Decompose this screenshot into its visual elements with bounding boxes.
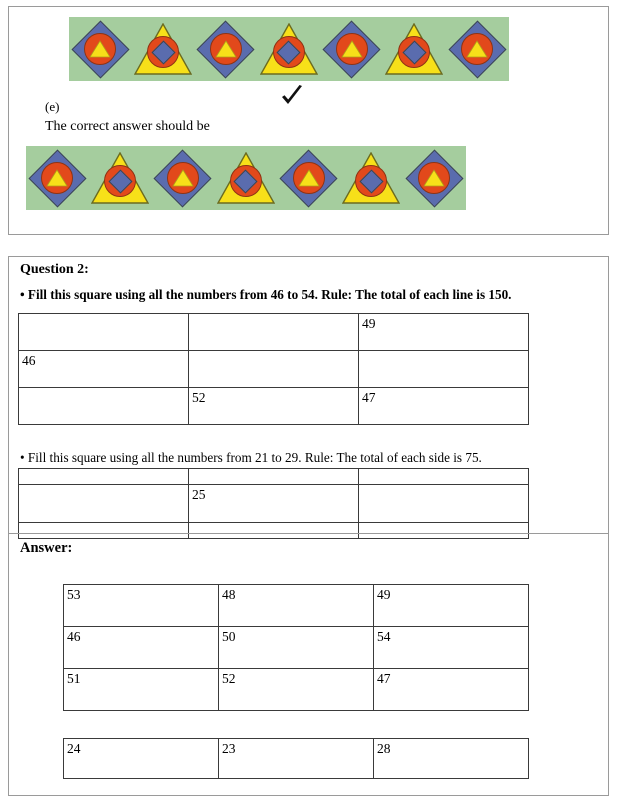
inner-triangle-icon	[466, 40, 488, 58]
inner-triangle-icon	[172, 169, 194, 187]
grid-cell-r1-c2[interactable]: 23	[219, 739, 374, 779]
pattern-shape-6	[340, 147, 403, 209]
inner-triangle-icon	[341, 40, 363, 58]
grid-cell-r1-c3[interactable]: 49	[359, 314, 529, 351]
grid-cell-r3-c3[interactable]	[359, 523, 529, 539]
grid-cell-r1-c2[interactable]	[189, 314, 359, 351]
grid-cell-r1-c1[interactable]	[19, 469, 189, 485]
grid-cell-r1-c1[interactable]: 24	[64, 739, 219, 779]
pattern-shape-7	[403, 147, 466, 209]
grid-cell-r3-c3[interactable]: 47	[359, 388, 529, 425]
magic-square-grid-21-29[interactable]	[18, 468, 529, 539]
pattern-shape-3	[152, 147, 215, 209]
top-panel	[8, 6, 609, 235]
answer-section-divider	[9, 533, 608, 534]
grid-row	[19, 485, 529, 523]
pattern-shape-1	[26, 147, 89, 209]
student-answer-pattern-strip	[69, 17, 509, 81]
question-2-bullet-2: • Fill this square using all the numbers from 21 to 29. Rule: The total of each side is 75.	[20, 450, 482, 465]
question-2-title: Question 2:	[20, 262, 89, 277]
grid-cell-r1-c2[interactable]	[189, 469, 359, 485]
grid-cell-r2-c1[interactable]: 46	[64, 627, 219, 669]
pattern-shape-4	[257, 18, 320, 80]
grid-cell-r2-c3[interactable]	[359, 351, 529, 388]
grid-cell-r2-c2[interactable]: 50	[219, 627, 374, 669]
grid-body	[64, 739, 529, 779]
question-2-bullet-1: • Fill this square using all the numbers from 46 to 54. Rule: The total of each line is 150.	[20, 287, 512, 302]
inner-triangle-icon	[423, 169, 445, 187]
grid-cell-r3-c2[interactable]	[189, 523, 359, 539]
pattern-shape-2	[89, 147, 152, 209]
grid-cell-r3-c1[interactable]: 51	[64, 669, 219, 711]
grid-cell-r3-c2[interactable]: 52	[219, 669, 374, 711]
inner-triangle-icon	[46, 169, 68, 187]
inner-triangle-icon	[215, 40, 237, 58]
grid-cell-r3-c1[interactable]	[19, 388, 189, 425]
grid-cell-r1-c3[interactable]: 28	[374, 739, 529, 779]
grid-row	[64, 739, 529, 779]
grid-row	[64, 585, 529, 627]
grid-row	[64, 627, 529, 669]
checkmark-icon	[279, 83, 305, 109]
grid-body	[19, 314, 529, 425]
grid-cell-r1-c3[interactable]: 49	[374, 585, 529, 627]
item-label-e: (e)	[45, 99, 60, 114]
magic-square-grid-46-54[interactable]	[18, 313, 529, 425]
grid-cell-r2-c1[interactable]	[19, 485, 189, 523]
grid-row	[19, 388, 529, 425]
grid-cell-r2-c3[interactable]	[359, 485, 529, 523]
answer-grid-21-29[interactable]	[63, 738, 529, 779]
pattern-shape-5	[277, 147, 340, 209]
grid-cell-r3-c3[interactable]: 47	[374, 669, 529, 711]
pattern-shape-6	[383, 18, 446, 80]
grid-cell-r2-c3[interactable]: 54	[374, 627, 529, 669]
grid-cell-r1-c2[interactable]: 48	[219, 585, 374, 627]
answer-grid-46-54[interactable]	[63, 584, 529, 711]
pattern-shape-2	[132, 18, 195, 80]
inner-triangle-icon	[89, 40, 111, 58]
grid-cell-r2-c2[interactable]	[189, 351, 359, 388]
pattern-shape-4	[214, 147, 277, 209]
grid-body	[64, 585, 529, 711]
inner-triangle-icon	[298, 169, 320, 187]
grid-row	[19, 469, 529, 485]
grid-cell-r1-c1[interactable]: 53	[64, 585, 219, 627]
grid-cell-r3-c2[interactable]: 52	[189, 388, 359, 425]
grid-cell-r2-c2[interactable]: 25	[189, 485, 359, 523]
pattern-shape-3	[195, 18, 258, 80]
pattern-shape-1	[69, 18, 132, 80]
correct-answer-lead-text: The correct answer should be	[45, 119, 210, 134]
grid-cell-r1-c3[interactable]	[359, 469, 529, 485]
grid-cell-r2-c1[interactable]: 46	[19, 351, 189, 388]
grid-body	[19, 469, 529, 539]
pattern-shape-5	[320, 18, 383, 80]
correct-answer-pattern-strip	[26, 146, 466, 210]
grid-row	[19, 314, 529, 351]
grid-cell-r1-c1[interactable]	[19, 314, 189, 351]
answer-label: Answer:	[20, 540, 73, 556]
pattern-shape-7	[446, 18, 509, 80]
grid-row	[19, 351, 529, 388]
grid-row	[64, 669, 529, 711]
grid-row	[19, 523, 529, 539]
grid-cell-r3-c1[interactable]	[19, 523, 189, 539]
